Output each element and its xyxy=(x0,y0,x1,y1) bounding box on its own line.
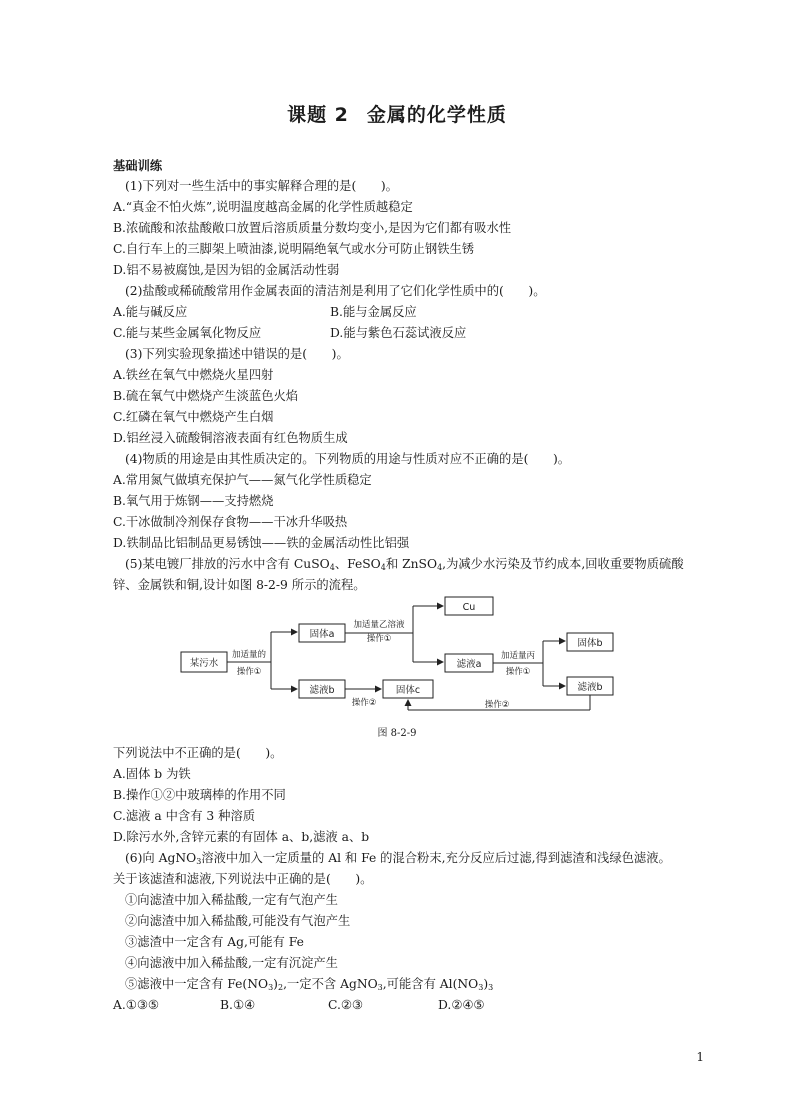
flow-step3-bottom: 操作① xyxy=(505,667,531,677)
q5-option-c: C.滤液 a 中含有 3 种溶质 xyxy=(113,809,256,823)
q5-ask: 下列说法中不正确的是( )。 xyxy=(113,746,283,760)
flow-op2-right: 操作② xyxy=(484,700,510,710)
flow-filtrate-a: 滤液a xyxy=(456,659,482,670)
q3-option-a: A.铁丝在氧气中燃烧火星四射 xyxy=(113,368,274,382)
q3-stem: (3)下列实验现象描述中错误的是( )。 xyxy=(125,347,349,361)
q1-option-d: D.铝不易被腐蚀,是因为铝的金属活动性弱 xyxy=(113,263,340,277)
flow-diagram xyxy=(175,596,625,720)
q6-statement-4: ④向滤液中加入稀盐酸,一定有沉淀产生 xyxy=(125,956,338,970)
page-number: 1 xyxy=(696,1050,704,1064)
flow-cu: Cu xyxy=(462,602,476,613)
flow-solid-b: 固体b xyxy=(577,638,603,649)
q5-option-d: D.除污水外,含锌元素的有固体 a、b,滤液 a、b xyxy=(113,830,370,844)
flow-filtrate-b-left: 滤液b xyxy=(309,685,335,696)
title-main: 金属的化学性质 xyxy=(366,104,507,126)
q3-option-d: D.铝丝浸入硫酸铜溶液表面有红色物质生成 xyxy=(113,431,348,445)
q4-option-a: A.常用氮气做填充保护气——氮气化学性质稳定 xyxy=(113,473,372,487)
q6-statement-1: ①向滤渣中加入稀盐酸,一定有气泡产生 xyxy=(125,893,338,907)
flow-op2-left: 操作② xyxy=(351,698,377,708)
q5-option-b: B.操作①②中玻璃棒的作用不同 xyxy=(113,788,286,802)
q3-option-c: C.红磷在氧气中燃烧产生白烟 xyxy=(113,410,274,424)
q5-option-a: A.固体 b 为铁 xyxy=(113,767,191,781)
flow-solid-c: 固体c xyxy=(395,685,421,696)
q6-option-b: B.①④ xyxy=(220,998,255,1012)
q1-option-a: A.“真金不怕火炼”,说明温度越高金属的化学性质越稳定 xyxy=(113,200,413,214)
q5-stem-line1: (5)某电镀厂排放的污水中含有 CuSO$_4$、FeSO$_4$和 ZnSO$_4$,为减少水污染及节约成本,回收重要物质硫酸 xyxy=(125,557,684,572)
flow-step1-top: 加适量的 xyxy=(231,650,267,660)
q6-stem-line2: 关于该滤渣和滤液,下列说法中正确的是( )。 xyxy=(113,872,373,886)
q6-option-a: A.①③⑤ xyxy=(113,998,159,1012)
q1-option-c: C.自行车上的三脚架上喷油漆,说明隔绝氧气或水分可防止钢铁生锈 xyxy=(113,242,475,256)
q2-option-a: A.能与碱反应 xyxy=(113,305,188,319)
flow-solid-a: 固体a xyxy=(309,629,335,640)
q4-stem: (4)物质的用途是由其性质决定的。下列物质的用途与性质对应不正确的是( )。 xyxy=(125,452,571,466)
figure-caption: 图 8-2-9 xyxy=(377,728,417,739)
q2-option-d: D.能与紫色石蕊试液反应 xyxy=(330,326,467,340)
q6-option-c: C.②③ xyxy=(328,998,363,1012)
q5-stem-line2: 锌、金属铁和铜,设计如图 8-2-9 所示的流程。 xyxy=(113,578,366,592)
flow-step2-top: 加适量乙溶液 xyxy=(353,620,405,630)
flow-step3-top: 加适量丙 xyxy=(500,651,536,661)
q1-option-b: B.浓硫酸和浓盐酸敞口放置后溶质质量分数均变小,是因为它们都有吸水性 xyxy=(113,221,512,235)
flow-step1-bottom: 操作① xyxy=(236,667,262,677)
q4-option-d: D.铁制品比铝制品更易锈蚀——铁的金属活动性比铝强 xyxy=(113,536,410,550)
q2-option-c: C.能与某些金属氧化物反应 xyxy=(113,326,262,340)
q4-option-c: C.干冰做制冷剂保存食物——干冰升华吸热 xyxy=(113,515,348,529)
flow-step2-bottom: 操作① xyxy=(366,634,392,644)
q4-option-b: B.氧气用于炼钢——支持燃烧 xyxy=(113,494,274,508)
flow-filtrate-b-right: 滤液b xyxy=(577,682,603,693)
q2-stem: (2)盐酸或稀硫酸常用作金属表面的清洁剂是利用了它们化学性质中的( )。 xyxy=(125,284,546,298)
title-prefix: 课题 2 xyxy=(287,104,349,126)
q3-option-b: B.硫在氧气中燃烧产生淡蓝色火焰 xyxy=(113,389,299,403)
q6-stem-line1: (6)向 AgNO$_3$溶液中加入一定质量的 Al 和 Fe 的混合粉末,充分反应后过滤,得到滤渣和浅绿色滤液。 xyxy=(125,851,671,866)
page-title xyxy=(0,100,794,127)
q6-statement-5: ⑤滤液中一定含有 $Fe(NO_3)_2$,一定不含 AgNO$_3$,可能含有 $Al(NO_3)_3$ xyxy=(125,977,494,992)
section-heading: 基础训练 xyxy=(113,159,163,173)
q6-option-d: D.②④⑤ xyxy=(438,998,485,1012)
flow-start-label: 某污水 xyxy=(189,658,219,669)
q2-option-b: B.能与金属反应 xyxy=(330,305,417,319)
q6-statement-3: ③滤渣中一定含有 Ag,可能有 Fe xyxy=(125,935,304,949)
q1-stem: (1)下列对一些生活中的事实解释合理的是( )。 xyxy=(125,179,398,193)
q6-statement-2: ②向滤渣中加入稀盐酸,可能没有气泡产生 xyxy=(125,914,351,928)
